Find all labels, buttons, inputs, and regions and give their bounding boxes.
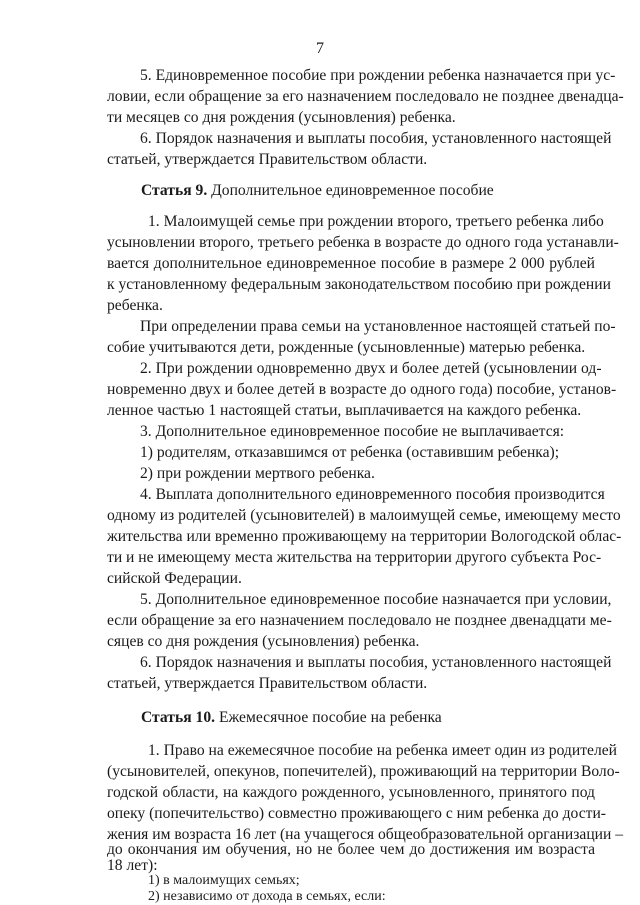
text-line: 5. Дополнительное единовременное пособие назначается при условии, <box>140 591 612 608</box>
text-line: 2. При рождении одновременно двух и более детей (усыновлении од- <box>140 360 602 377</box>
text-line: 18 лет): <box>107 857 158 874</box>
text-line: к установленному федеральным законодательством пособию при рождении <box>107 276 611 293</box>
text-line: статьей, утверждается Правительством области. <box>107 151 428 168</box>
text-line: 2) при рождении мертвого ребенка. <box>140 465 375 482</box>
text-line: При определении права семьи на установленное настоящей статьей по- <box>140 318 616 335</box>
text-line: 6. Порядок назначения и выплаты пособия, установленного настоящей <box>140 654 612 671</box>
text-line: опеку (попечительство) совместно проживающего с ним ребенка до дости- <box>107 805 606 822</box>
text-line: 2) независимо от дохода в семьях, если: <box>148 889 386 904</box>
article-number: Статья 9. <box>141 182 208 199</box>
text-line: одному из родителей (усыновителей) в малоимущей семье, имеющему место <box>107 507 621 524</box>
article-heading <box>141 181 494 201</box>
text-line: сяцев со дня рождения (усыновления) ребенка. <box>107 633 420 650</box>
article-title: Дополнительное единовременное пособие <box>211 182 494 199</box>
text-line: до окончания им обучения, но не более чем до достижения им возраста <box>107 841 595 858</box>
text-line: 1. Малоимущей семье при рождении второго, третьего ребенка либо <box>148 213 604 230</box>
text-line: ловии, если обращение за его назначением последовало не позднее двенадца- <box>107 88 624 105</box>
text-line: ленное частью 1 настоящей статьи, выплачивается на каждого ребенка. <box>107 402 582 419</box>
text-line: статьей, утверждается Правительством области. <box>107 675 428 692</box>
text-line: (усыновителей, опекунов, попечителей), проживающий на территории Воло- <box>107 763 620 780</box>
text-line: 1) в малоимущих семьях; <box>148 873 300 888</box>
page-number: 7 <box>316 40 324 57</box>
article-number: Статья 10. <box>141 709 216 726</box>
text-line: 5. Единовременное пособие при рождении ребенка назначается при ус- <box>140 67 616 84</box>
text-line: ти и не имеющему места жительства на территории другого субъекта Рос- <box>107 549 602 566</box>
text-line: жения им возраста 16 лет (на учащегося общеобразовательной организации – <box>107 826 624 843</box>
text-line: годской области, на каждого рожденного, усыновленного, принятого под <box>107 784 595 801</box>
text-line: 4. Выплата дополнительного единовременного пособия производится <box>140 486 605 503</box>
article-title: Ежемесячное пособие на ребенка <box>218 709 442 726</box>
text-line: если обращение за его назначением последовало не позднее двенадцати ме- <box>107 612 612 629</box>
text-line: 1. Право на ежемесячное пособие на ребенка имеет один из родителей <box>148 742 618 759</box>
text-line: ти месяцев со дня рождения (усыновления) ребенка. <box>107 109 456 126</box>
text-line: новременно двух и более детей в возрасте до одного года) пособие, установ- <box>107 381 617 398</box>
text-line: усыновлении второго, третьего ребенка в возрасте до одного года устанавли- <box>107 234 619 251</box>
text-line: 1) родителям, отказавшимся от ребенка (оставившим ребенка); <box>140 444 560 461</box>
text-line: сийской Федерации. <box>107 570 242 587</box>
article-heading <box>141 708 442 728</box>
text-line: жительства или временно проживающему на территории Вологодской облас- <box>107 528 622 545</box>
text-line: вается дополнительное единовременное пособие в размере 2 000 рублей <box>107 255 595 272</box>
text-line: собие учитываются дети, рожденные (усыновленные) матерью ребенка. <box>107 339 586 356</box>
text-line: 3. Дополнительное единовременное пособие не выплачивается: <box>140 423 565 440</box>
text-line: 6. Порядок назначения и выплаты пособия, установленного настоящей <box>140 130 612 147</box>
text-line: ребенка. <box>107 297 163 314</box>
